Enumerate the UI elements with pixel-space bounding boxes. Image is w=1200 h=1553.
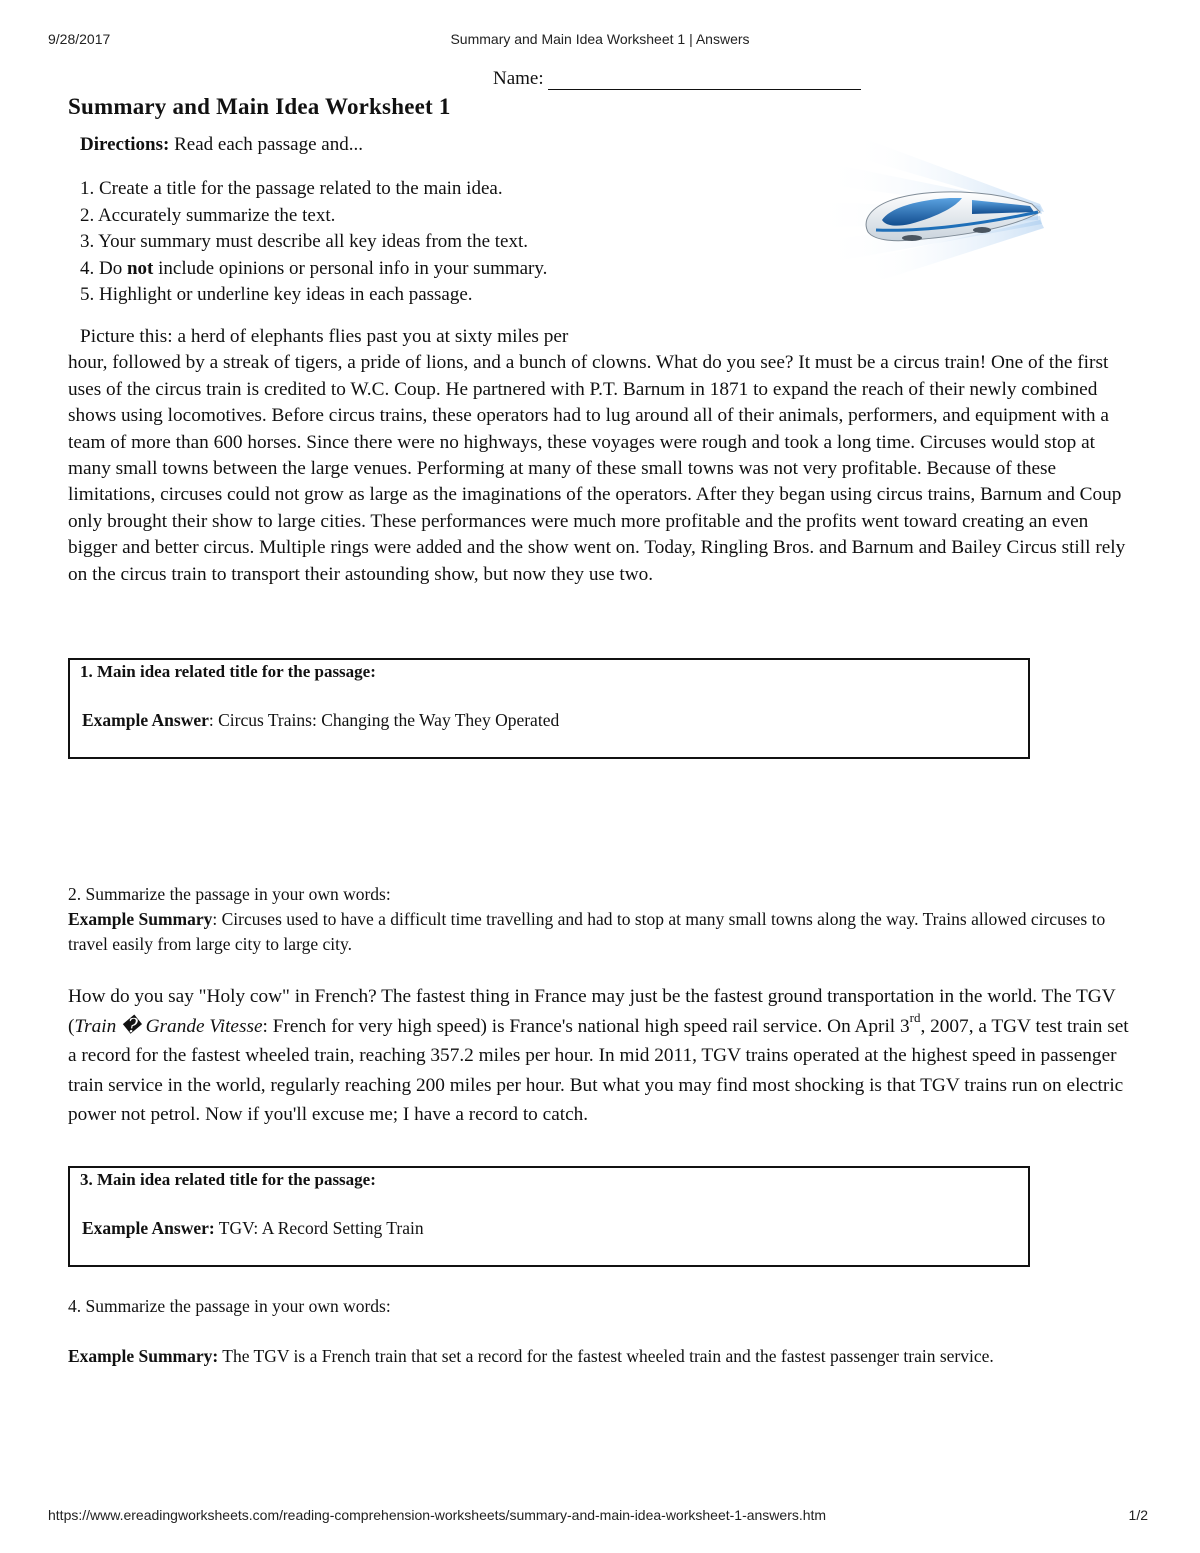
summary-question-4	[68, 1294, 1138, 1369]
print-page-title: Summary and Main Idea Worksheet 1 | Answers	[450, 31, 750, 47]
name-label: Name:	[493, 68, 544, 89]
name-blank-line[interactable]	[548, 70, 861, 90]
directions-item: 4. Do not include opinions or personal info in your summary.	[80, 257, 548, 279]
directions-item: 2. Accurately summarize the text.	[80, 204, 336, 226]
question-prompt: 2. Summarize the passage in your own words:	[68, 884, 391, 904]
question-label: 3. Main idea related title for the passage:	[80, 1170, 376, 1189]
passage-tgv: How do you say "Holy cow" in French? The fastest thing in France may just be the fastest ground transportation in the world. The TGV (Train � Grande Vitesse: French for very high speed) is France's national high speed rail service. On April 3rd, 2007, a TGV test train set a record for the fastest wheeled train, reaching 357.2 miles per hour. In mid 2011, TGV trains operated at the highest speed in passenger train service in the world, regularly reaching 200 miles per hour. But what you may find most shocking is that TGV trains run on electric power not petrol. Now if you'll excuse me; I have a record to catch.	[68, 986, 1129, 1125]
directions-item: 1. Create a title for the passage related to the main idea.	[80, 178, 503, 199]
print-date: 9/28/2017	[48, 31, 111, 47]
directions	[80, 134, 363, 156]
answer-box-q1[interactable]	[68, 658, 1030, 759]
example-summary: Example Summary: The TGV is a French train that set a record for the fastest wheeled train and the fastest passenger train service.	[68, 1346, 994, 1366]
directions-item: 5. Highlight or underline key ideas in each passage.	[80, 284, 473, 305]
example-answer: Example Answer: TGV: A Record Setting Train	[82, 1218, 424, 1238]
directions-item: 3. Your summary must describe all key ideas from the text.	[80, 231, 529, 252]
directions-text: Read each passage and...	[169, 134, 363, 155]
question-prompt: 4. Summarize the passage in your own words:	[68, 1296, 391, 1316]
directions-label: Directions:	[80, 134, 170, 155]
passage-circus-trains	[68, 324, 1138, 588]
question-label: 1. Main idea related title for the passage:	[80, 662, 376, 681]
example-answer: Example Answer: Circus Trains: Changing the Way They Operated	[82, 710, 560, 730]
name-field[interactable]	[493, 68, 861, 90]
high-speed-train-icon	[812, 132, 1044, 280]
directions-list	[80, 176, 547, 309]
example-summary: Example Summary: Circuses used to have a difficult time travelling and had to stop at many small towns along the way. Trains allowed circuses to travel easily from large city to large city.	[68, 909, 1106, 954]
passage-body: hour, followed by a streak of tigers, a pride of lions, and a bunch of clowns. What do you see? It must be a circus train! One of the first uses of the circus train is credited to W.C. Coup. He partnered with P.T. Barnum in 1871 to expand the reach of their newly combined shows using locomotives. Before circus trains, these operators had to lug around all of their animals, performers, and equipment with a team of more than 600 horses. Since there were no highways, these voyages were rough and took a long time. Circuses would stop at many small towns between the large venues. Performing at many of these small towns was not very profitable. Because of these limitations, circuses could not grow as large as the imaginations of the operators. After they began using circus trains, Barnum and Coup only brought their show to large cities. These performances were much more profitable and the profits went toward creating an even bigger and better circus. Multiple rings were added and the show went on. Today, Ringling Bros. and Barnum and Bailey Circus still rely on the circus train to transport their astounding show, but now they use two.	[68, 352, 1126, 585]
summary-question-2	[68, 882, 1138, 957]
print-page-number: 1/2	[1128, 1507, 1148, 1523]
worksheet-title: Summary and Main Idea Worksheet 1	[68, 94, 451, 119]
passage-first-line: Picture this: a herd of elephants flies past you at sixty miles per	[80, 326, 569, 347]
answer-box-q3[interactable]	[68, 1166, 1030, 1267]
print-url: https://www.ereadingworksheets.com/reading-comprehension-worksheets/summary-and-main-idea-worksheet-1-answers.htm	[48, 1507, 827, 1523]
